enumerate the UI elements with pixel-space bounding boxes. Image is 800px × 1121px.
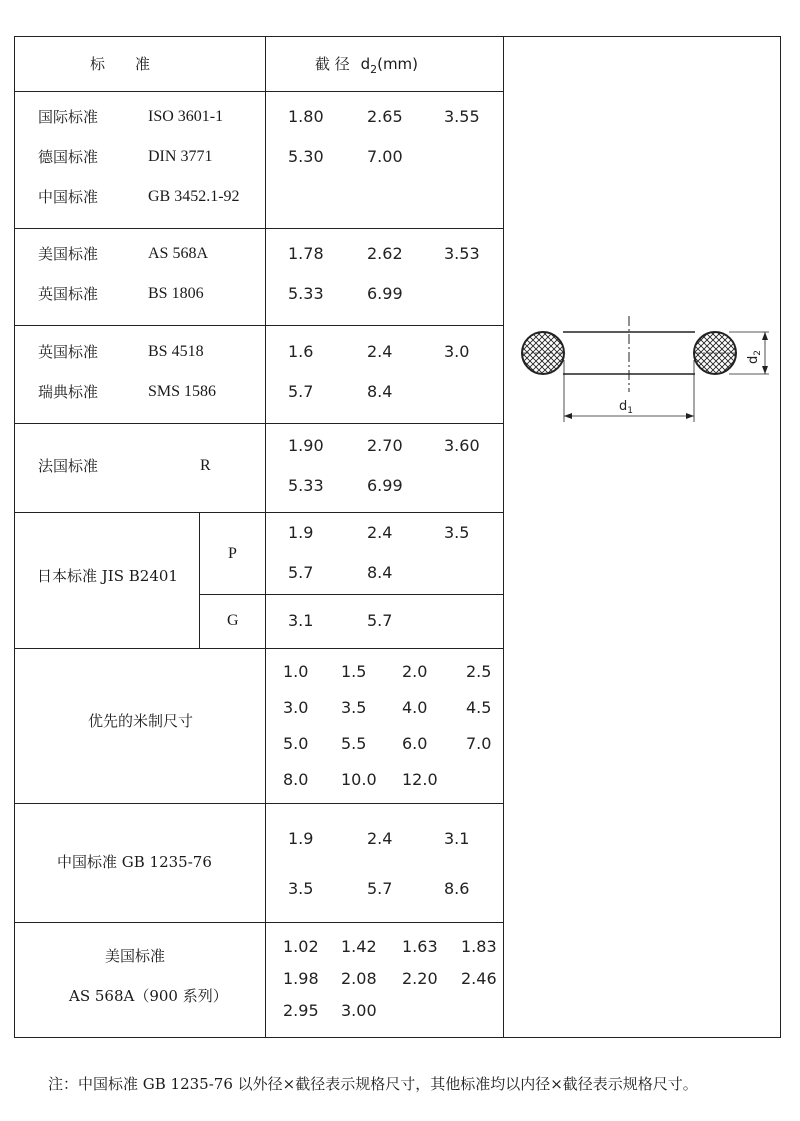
section-value: 2.95: [283, 1001, 319, 1020]
row-divider: [14, 648, 503, 649]
diagram-divider: [503, 36, 504, 1038]
section-value: 1.02: [283, 937, 319, 956]
header-unit: (mm): [377, 55, 419, 73]
section-value: 6.0: [402, 734, 428, 753]
section-value: 5.33: [288, 476, 324, 495]
section-value: 7.0: [466, 734, 492, 753]
section-value: 8.0: [283, 770, 309, 789]
section-value: 3.5: [444, 523, 470, 542]
japan-row-divider: [199, 594, 503, 595]
section-value: 3.53: [444, 244, 480, 263]
row-divider: [14, 423, 503, 424]
section-value: 2.65: [367, 107, 403, 126]
o-ring-diagram: [515, 310, 775, 430]
japan-standard-label: 日本标准 JIS B2401: [37, 567, 178, 585]
d1-label: $d_1$: [619, 399, 633, 416]
section-value: 1.6: [288, 342, 314, 361]
section-value: 3.0: [283, 698, 309, 717]
section-value: 1.80: [288, 107, 324, 126]
section-value: 1.83: [461, 937, 497, 956]
section-value: 5.7: [288, 382, 314, 401]
japan-subdivider: [199, 512, 200, 648]
section-value: 6.99: [367, 284, 403, 303]
standard-code: R: [200, 457, 211, 474]
section-value: 1.90: [288, 436, 324, 455]
row-divider: [14, 512, 503, 513]
section-value: 5.7: [367, 879, 393, 898]
standard-code: BS 4518: [148, 343, 204, 360]
gb1235-label: 中国标准 GB 1235-76: [57, 853, 212, 871]
standard-name: 英国标准: [38, 285, 99, 303]
d2-label: $d_2$: [746, 350, 763, 364]
standard-code: GB 3452.1-92: [148, 188, 240, 205]
section-value: 2.20: [402, 969, 438, 988]
standard-code: BS 1806: [148, 285, 204, 302]
section-value: 4.5: [466, 698, 492, 717]
section-value: 2.5: [466, 662, 492, 681]
section-value: 1.98: [283, 969, 319, 988]
standard-name: 中国标准: [38, 188, 99, 206]
header-section-diameter: [315, 55, 418, 79]
row-divider: [14, 325, 503, 326]
section-value: 2.0: [402, 662, 428, 681]
section-value: 1.5: [341, 662, 367, 681]
standard-code: ISO 3601-1: [148, 108, 224, 125]
section-value: 5.30: [288, 147, 324, 166]
section-value: 1.78: [288, 244, 324, 263]
section-value: 3.60: [444, 436, 480, 455]
section-value: 2.4: [367, 342, 393, 361]
section-value: 1.42: [341, 937, 377, 956]
standard-name: 英国标准: [38, 343, 99, 361]
section-value: 2.62: [367, 244, 403, 263]
section-value: 3.0: [444, 342, 470, 361]
section-value: 7.00: [367, 147, 403, 166]
section-value: 8.4: [367, 382, 393, 401]
section-value: 5.5: [341, 734, 367, 753]
standard-name: 瑞典标准: [38, 383, 99, 401]
section-value: 10.0: [341, 770, 377, 789]
section-value: 3.55: [444, 107, 480, 126]
standard-name: 德国标准: [38, 148, 99, 166]
section-value: 1.63: [402, 937, 438, 956]
section-value: 1.0: [283, 662, 309, 681]
section-value: 8.6: [444, 879, 470, 898]
column-divider: [265, 36, 266, 1038]
section-value: 3.1: [444, 829, 470, 848]
row-divider: [14, 803, 503, 804]
section-value: 5.33: [288, 284, 324, 303]
section-value: 2.70: [367, 436, 403, 455]
section-value: 1.9: [288, 523, 314, 542]
section-value: 3.5: [288, 879, 314, 898]
section-value: 2.4: [367, 523, 393, 542]
section-value: 4.0: [402, 698, 428, 717]
section-value: 3.5: [341, 698, 367, 717]
section-value: 8.4: [367, 563, 393, 582]
section-value: 2.4: [367, 829, 393, 848]
section-value: 2.46: [461, 969, 497, 988]
section-value: 3.1: [288, 611, 314, 630]
standard-name: 美国标准: [38, 245, 99, 263]
standards-table-frame: [14, 36, 781, 1038]
section-value: 2.08: [341, 969, 377, 988]
header-d-symbol: d: [360, 55, 371, 73]
section-value: 5.0: [283, 734, 309, 753]
standard-code: AS 568A: [148, 245, 209, 262]
as900-label-line2: AS 568A（900 系列）: [69, 987, 228, 1005]
standard-name: 法国标准: [38, 457, 99, 475]
standard-code: SMS 1586: [148, 383, 217, 400]
section-value: 3.00: [341, 1001, 377, 1020]
section-value: 5.7: [288, 563, 314, 582]
row-divider: [14, 228, 503, 229]
row-divider: [14, 91, 503, 92]
japan-series-g: G: [227, 612, 239, 629]
as900-label-line1: 美国标准: [105, 947, 166, 965]
japan-series-p: P: [228, 545, 237, 562]
header-standard: 标 准: [90, 55, 151, 73]
section-value: 6.99: [367, 476, 403, 495]
footnote: 注：中国标准 GB 1235-76 以外径×截径表示规格尺寸，其他标准均以内径×截径表示规格尺寸。: [48, 1075, 698, 1093]
standard-name: 国际标准: [38, 108, 99, 126]
metric-sizes-label: 优先的米制尺寸: [88, 712, 194, 730]
section-value: 12.0: [402, 770, 438, 789]
header-section-label: 截 径: [315, 55, 350, 73]
header-d-subscript: 2: [370, 63, 378, 76]
standard-code: DIN 3771: [148, 148, 213, 165]
row-divider: [14, 922, 503, 923]
section-value: 1.9: [288, 829, 314, 848]
section-value: 5.7: [367, 611, 393, 630]
